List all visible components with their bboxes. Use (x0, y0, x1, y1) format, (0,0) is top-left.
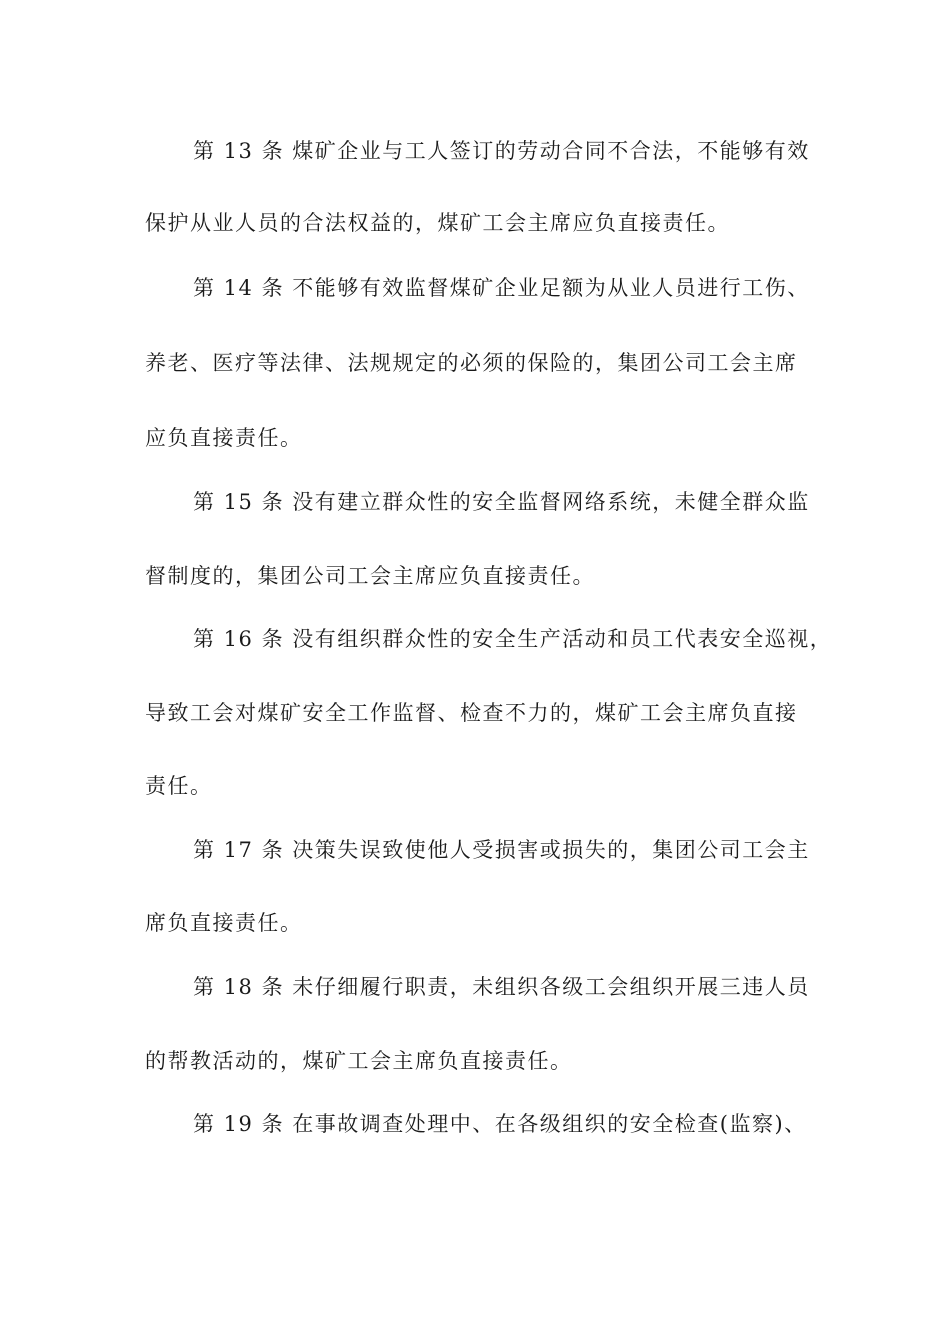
article-13-line-2: 保护从业人员的合法权益的，煤矿工会主席应负直接责任。 (145, 211, 730, 235)
article-17-line-2: 席负直接责任。 (145, 911, 303, 935)
article-15-line-1: 第 15 条 没有建立群众性的安全监督网络系统，未健全群众监 (193, 490, 810, 514)
article-19-line-1: 第 19 条 在事故调查处理中、在各级组织的安全检查(监察)、 (193, 1112, 807, 1136)
article-15-line-2: 督制度的，集团公司工会主席应负直接责任。 (145, 564, 595, 588)
article-14-line-2: 养老、医疗等法律、法规规定的必须的保险的，集团公司工会主席 (145, 351, 798, 375)
article-18-line-1: 第 18 条 未仔细履行职责，未组织各级工会组织开展三违人员 (193, 975, 810, 999)
article-18-line-2: 的帮教活动的，煤矿工会主席负直接责任。 (145, 1049, 573, 1073)
article-17-line-1: 第 17 条 决策失误致使他人受损害或损失的，集团公司工会主 (193, 838, 810, 862)
article-14-line-1: 第 14 条 不能够有效监督煤矿企业足额为从业人员进行工伤、 (193, 276, 810, 300)
article-16-line-2: 导致工会对煤矿安全工作监督、检查不力的，煤矿工会主席负直接 (145, 701, 798, 725)
article-16-line-3: 责任。 (145, 774, 213, 798)
article-16-line-1: 第 16 条 没有组织群众性的安全生产活动和员工代表安全巡视， (193, 627, 833, 651)
article-14-line-3: 应负直接责任。 (145, 426, 303, 450)
article-13-line-1: 第 13 条 煤矿企业与工人签订的劳动合同不合法，不能够有效 (193, 139, 810, 163)
